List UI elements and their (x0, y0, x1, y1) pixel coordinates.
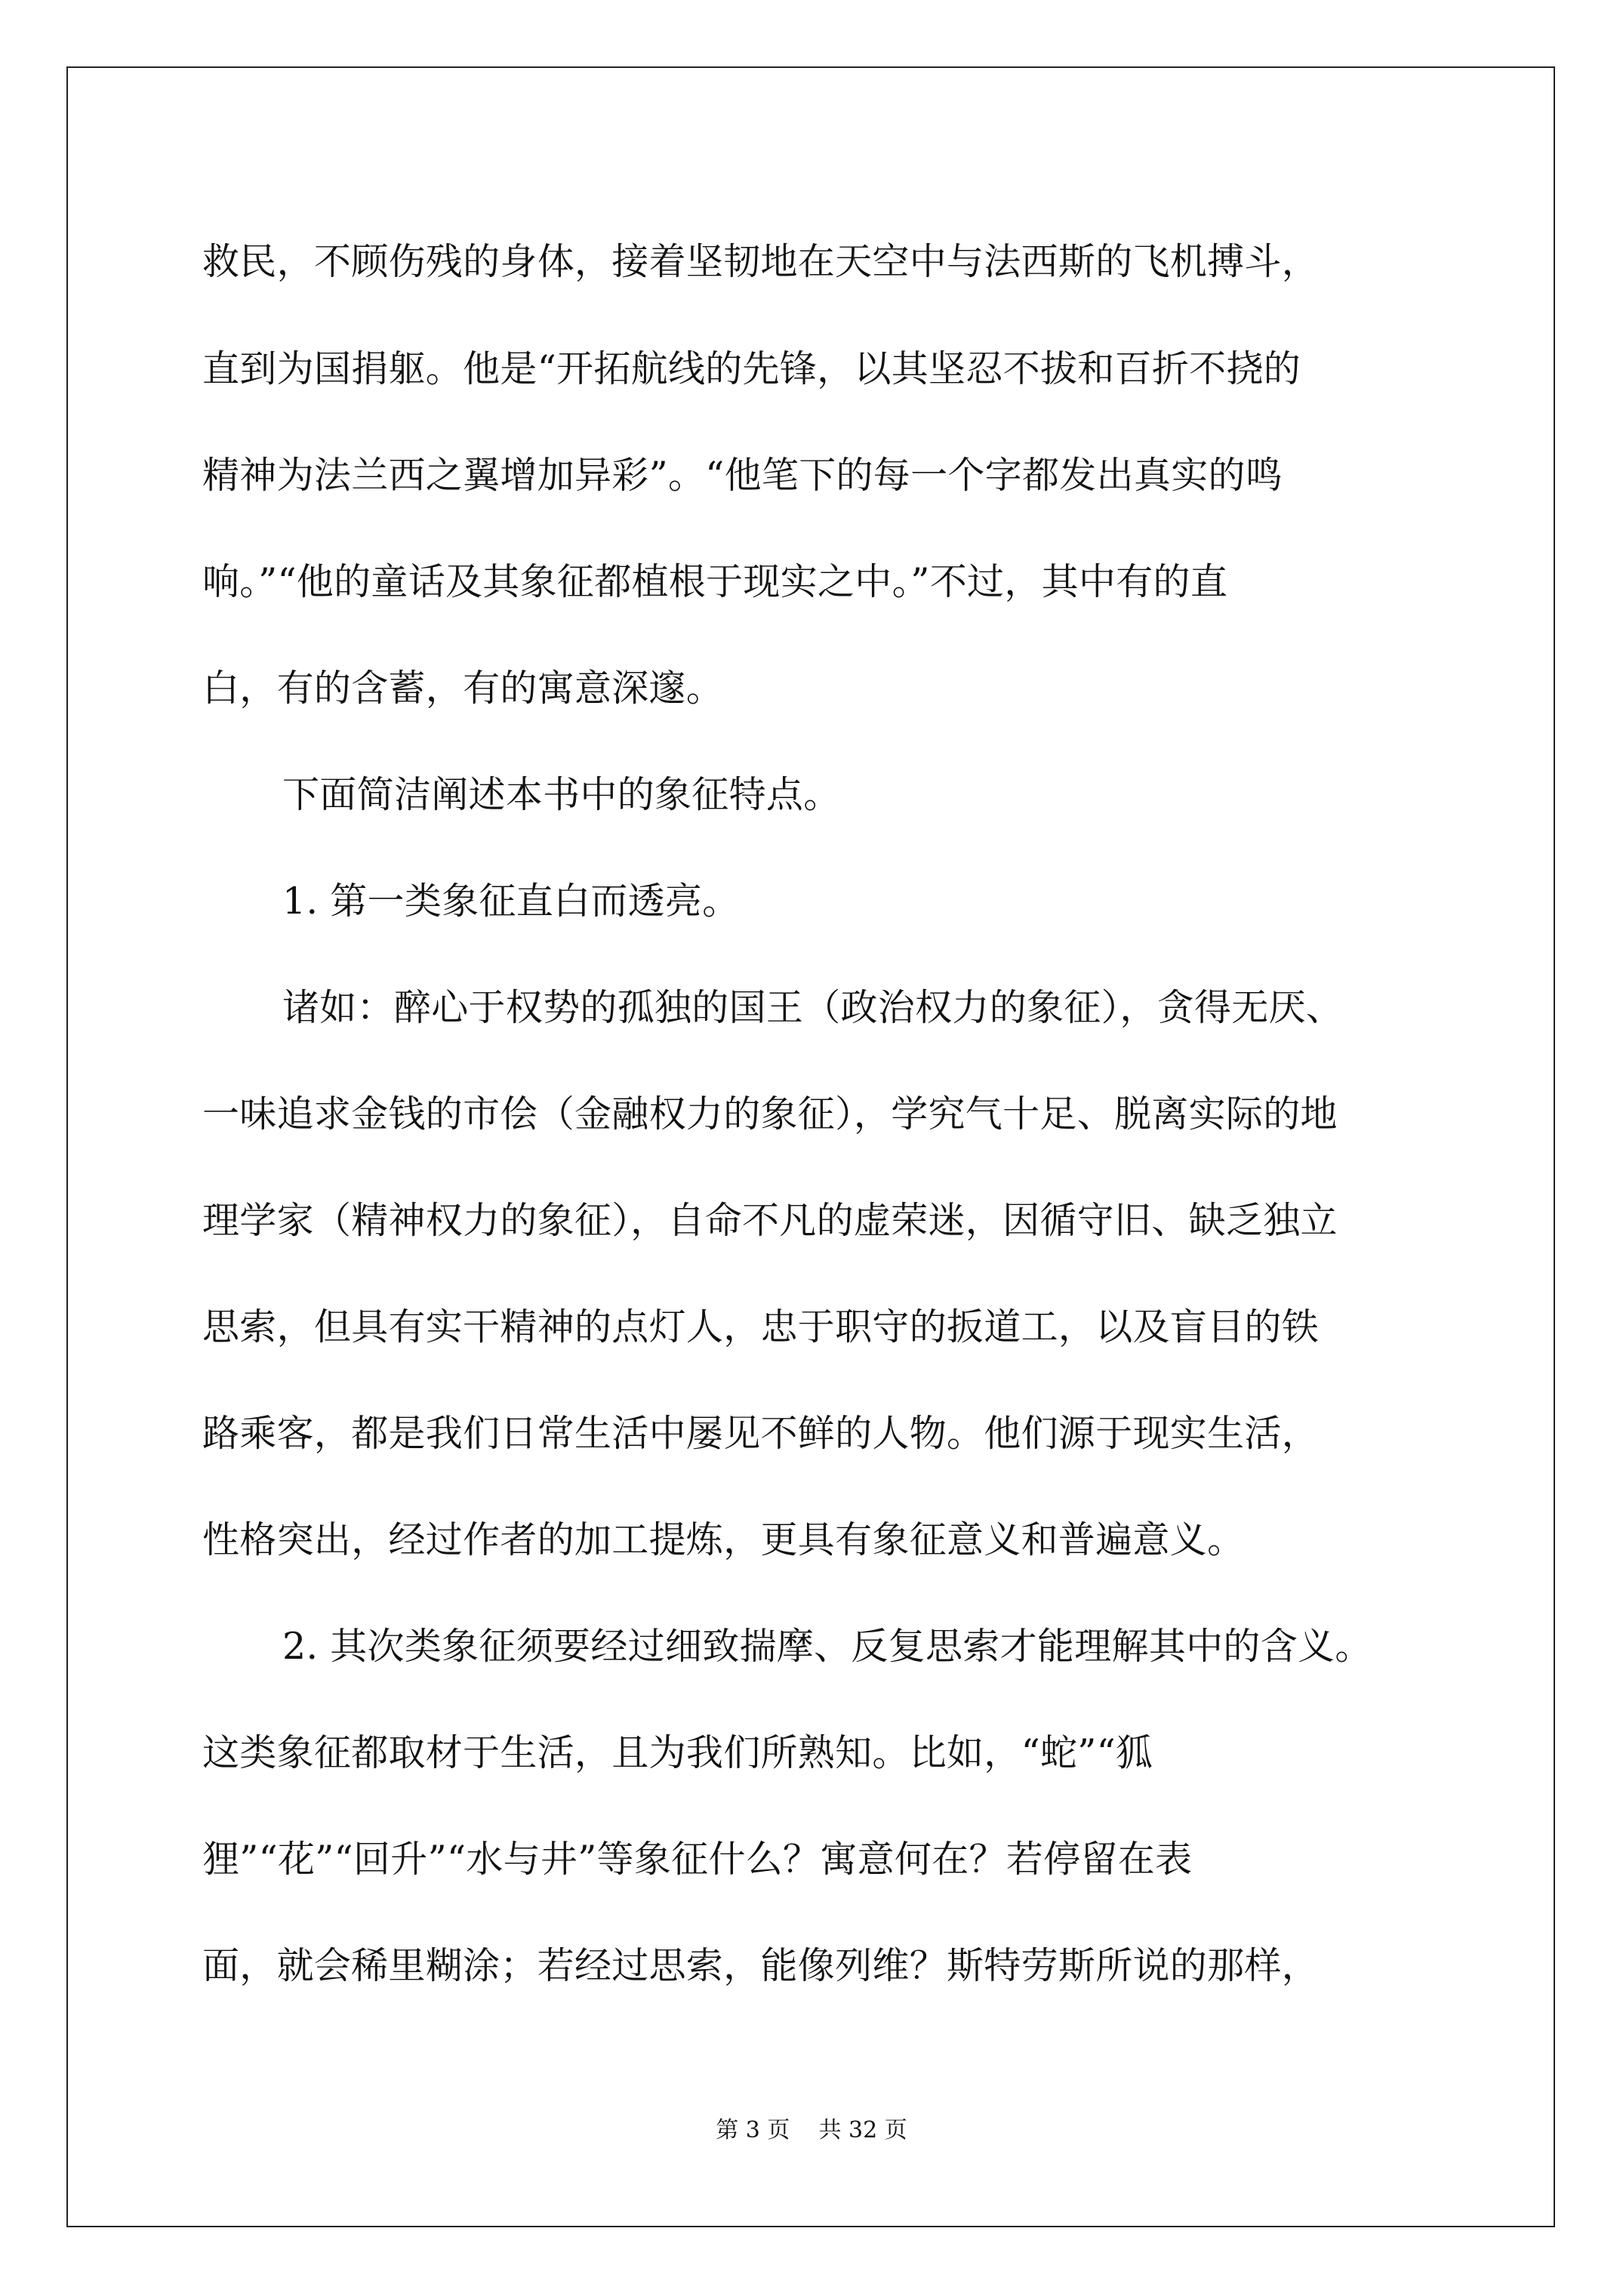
text-line-15: 这类象征都取材于生活，且为我们所熟知。比如，“蛇”“狐 (202, 1731, 1153, 1774)
text-line-2: 直到为国捐躯。他是“开拓航线的先锋，以其坚忍不拔和百折不挠的 (202, 347, 1301, 390)
text-line-5: 白，有的含蓄，有的寓意深邃。 (202, 667, 724, 710)
text-line-10: 理学家（精神权力的象征），自命不凡的虚荣迷，因循守旧、缺乏独立 (202, 1199, 1338, 1242)
text-line-4: 响。”“他的童话及其象征都植根于现实之中。”不过，其中有的直 (202, 560, 1228, 603)
text-line-1: 救民，不顾伤残的身体，接着坚韧地在天空中与法西斯的飞机搏斗， (202, 240, 1320, 283)
text-line-14: 2. 其次类象征须要经过细致揣摩、反复思索才能理解其中的含义。 (282, 1625, 1372, 1668)
text-line-6: 下面简洁阐述本书中的象征特点。 (282, 773, 841, 816)
page-number-footer: 第 3 页 共 32 页 (716, 2117, 907, 2143)
text-line-12: 路乘客，都是我们日常生活中屡见不鲜的人物。他们源于现实生活， (202, 1412, 1320, 1455)
text-line-3: 精神为法兰西之翼增加异彩”。“他笔下的每一个字都发出真实的鸣 (202, 454, 1283, 497)
text-line-7: 1. 第一类象征直白而透亮。 (282, 880, 740, 923)
text-line-13: 性格突出，经过作者的加工提炼，更具有象征意义和普遍意义。 (202, 1518, 1245, 1561)
text-line-9: 一味追求金钱的市侩（金融权力的象征），学究气十足、脱离实际的地 (202, 1093, 1338, 1136)
text-line-8: 诸如：醉心于权势的孤独的国王（政治权力的象征），贪得无厌、 (282, 986, 1344, 1029)
text-line-11: 思索，但具有实干精神的点灯人，忠于职守的扳道工，以及盲目的铁 (202, 1305, 1320, 1348)
text-line-16: 狸”“花”“回升”“水与井”等象征什么？寓意何在？若停留在表 (202, 1838, 1193, 1881)
text-line-17: 面，就会稀里糊涂；若经过思索，能像列维？斯特劳斯所说的那样， (202, 1944, 1320, 1987)
